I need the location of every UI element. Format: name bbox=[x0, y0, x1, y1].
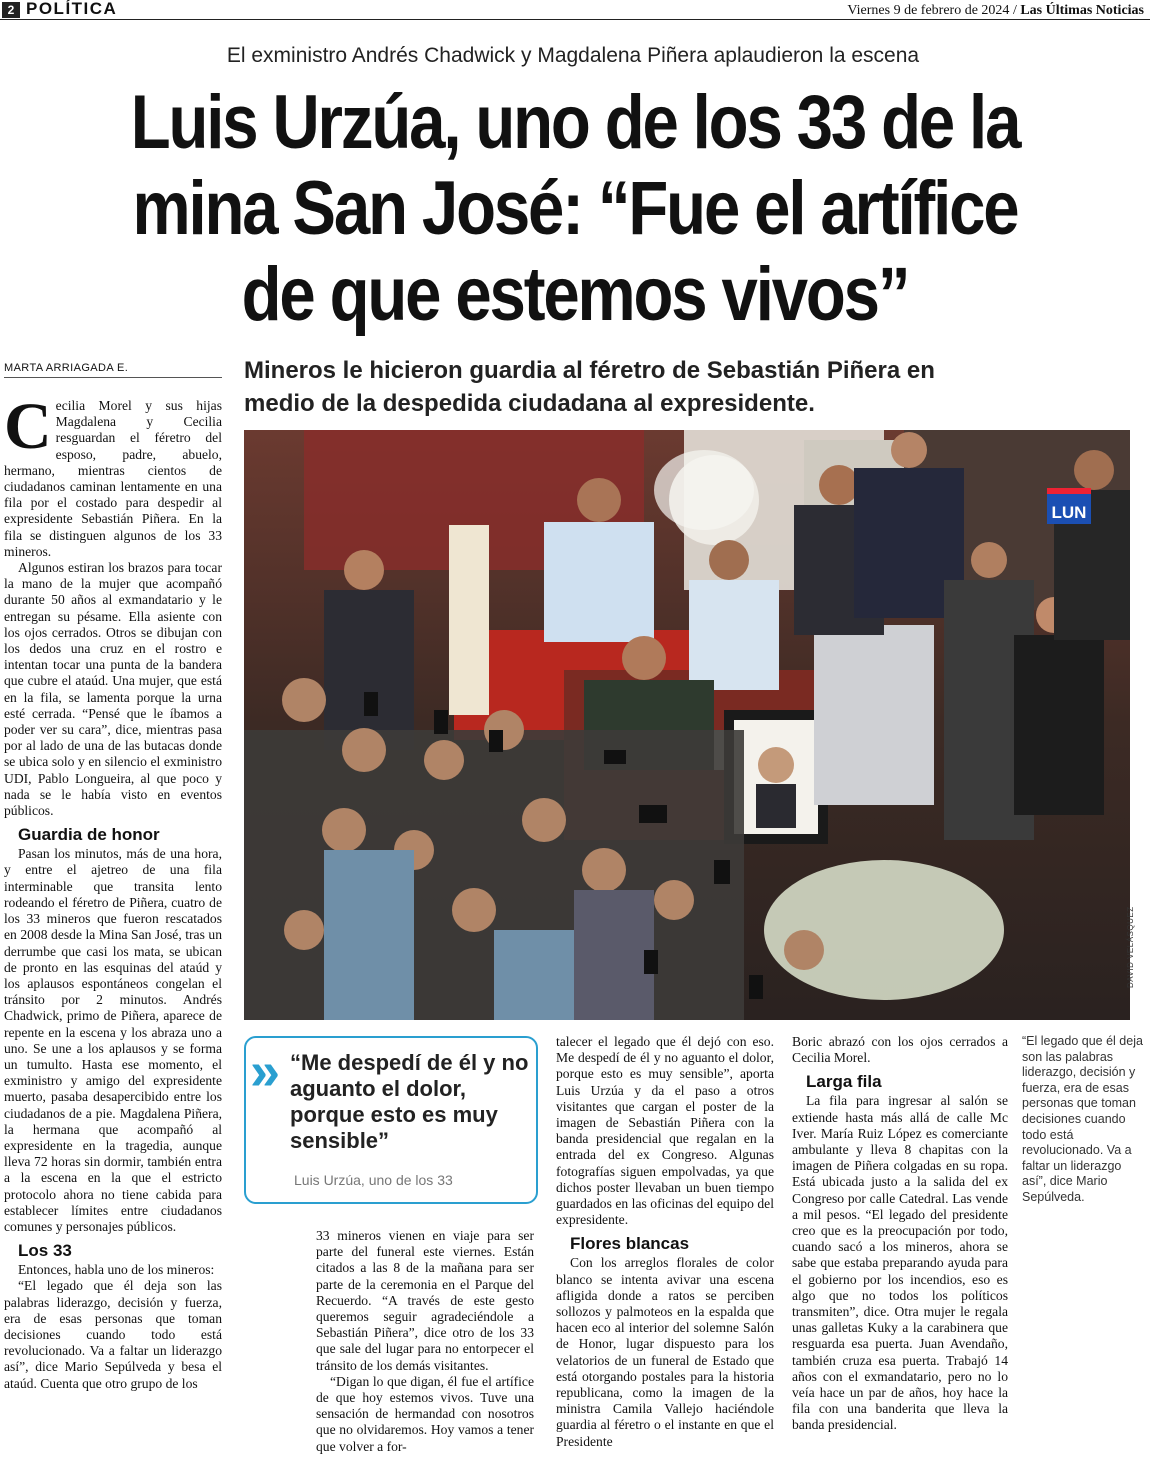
lun-logo: LUN bbox=[1047, 488, 1091, 524]
photo-illustration bbox=[244, 430, 1130, 1020]
quote-attribution: Luis Urzúa, uno de los 33 bbox=[294, 1172, 453, 1188]
dateline bbox=[847, 3, 1144, 19]
page-header bbox=[0, 0, 1150, 20]
paragraph: Pasan los minutos, más de una hora, y entre el ajetreo de una fila interminable que transita lento rodeando el féretro de Piñera, cuatro de los 33 mineros que fueron rescatados en 2008 desde la Mina San José, tras un derrumbe que casi los mata, se ubican de pronto en las esquinas del ataúd y los aplausos espontáneos congelan el tránsito por 2 minutos. Andrés Chadwick, primo de Piñera, aparece de repente en la escena y los abraza uno a uno. Se une a los aplausos y se forma un tumulto. Hasta ese momento, el exministro y amigo del expresidente muerto, pasaba desapercibido entre los ciudadanos de a pie. Magdalena Piñera, la hermana que acompañó al expresidente en la tragedia, aunque lleva 72 horas sin dormir, también entra a la escena en la que el estricto protocolo ahora no tiene cabida para establecer límites entre ciudadanos comunes y personajes públicos. bbox=[4, 846, 222, 1234]
paragraph: La fila para ingresar al salón se extiende hasta más allá de calle Mc Iver. María Ruiz López es comerciante ambulante y lleva 8 chapitas con la imagen de Piñera colgadas en su ropa. Está ubicada justo a la salida del ex Congreso por calle Catedral. Las vende a mil pesos. “El legado del presidente creo que es la preocupación por todo, cuando sacó a los mineros, ahora se sabe que estaba preparando ayuda para el gobierno por los incendios, eso es algo que no todos los políticos transmiten”, dice. Otra mujer le regala unas galletas Kuky a la carabinera que resguarda esa puerta. Juan Avendaño, también cruza esa puerta. Trabajó 14 años con el exmandatario, pero no lo veía hace un par de años, hoy hace la fila con una banderita que lleva la banda presidencial. bbox=[792, 1093, 1008, 1433]
drop-cap: C bbox=[4, 390, 52, 463]
subheading-los-33: Los 33 bbox=[18, 1241, 72, 1261]
paragraph bbox=[4, 390, 222, 560]
paragraph: Con los arreglos florales de color blanco se intenta avivar una escena afligida donde a ratos se perciben sollozos y palmoteos en la espalda que hacen eco al interior del solemne Salón de Honor, lugar dispuesto para los velatorios de un funeral de Estado que está otorgando postales para la historia republicana, como la imagen de la ministra Camila Vallejo haciéndole guardia al féretro o el instante en que el Presidente bbox=[556, 1255, 774, 1449]
photo-subhead: Mineros le hicieron guardia al féretro de Sebastián Piñera en medio de la despedida ciudadana al expresidente. bbox=[244, 357, 935, 417]
paragraph-text: ecilia Morel y sus hijas Magdalena y Cecilia resguardan el féretro del esposo, padre, abuelo, hermano, mientras cientos de ciudadanos caminan lentamente en una fila por el costado para despedir al expresidente Sebastián Piñera. En la fila se distinguen algunos de los 33 mineros. bbox=[4, 398, 222, 559]
paragraph: “El legado que él deja son las palabras liderazgo, decisión y fuerza, era de esas personas que toman decisiones cuando todo está revolucionado. Va a faltar un liderazgo así”, dice Mario Sepúlveda y besa el ataúd. Cuenta que otro grupo de los bbox=[4, 1278, 222, 1391]
subheading-flores: Flores blancas bbox=[570, 1234, 690, 1254]
byline: MARTA ARRIAGADA E. bbox=[4, 362, 222, 378]
paragraph: “Digan lo que digan, él fue el artífice de que hoy estemos vivos. Tuve una sensación de hermandad con nosotros que no olvidaremos. Hoy vamos a tener que volver a for- bbox=[316, 1373, 534, 1454]
photo-credit: DAVID VELÁSQUEZ bbox=[1126, 906, 1135, 988]
main-photo bbox=[244, 430, 1130, 1020]
article-column-3 bbox=[556, 1034, 774, 1450]
article-kicker: El exministro Andrés Chadwick y Magdalena Piñera aplaudieron la escena bbox=[226, 44, 920, 67]
newspaper-name: Las Últimas Noticias bbox=[1020, 3, 1144, 18]
article-column-1 bbox=[4, 390, 222, 1392]
section-title: POLÍTICA bbox=[26, 0, 118, 18]
paragraph: talecer el legado que él dejó con eso. Me despedí de él y no aguanto el dolor, porque esto es muy sensible”, aporta Luis Urzúa y da el paso a otros visitantes que cargan el poster de la imagen de Sebastián Piñera con la banda presidencial que regalan en la entrada del ex Congreso. Algunas fotografías siguen empolvadas, ya que dichos poster llevaban un buen tiempo guardados en las oficinas del equipo del expresidente. bbox=[556, 1034, 774, 1228]
paragraph: Boric abrazó con los ojos cerrados a Cecilia Morel. bbox=[792, 1034, 1008, 1066]
separator: / bbox=[1009, 3, 1021, 18]
page-number: 2 bbox=[2, 2, 20, 18]
pull-quote bbox=[244, 1036, 538, 1204]
article-column-4 bbox=[792, 1034, 1008, 1434]
quote-icon: » bbox=[250, 1041, 281, 1101]
paragraph: Entonces, habla uno de los mineros: bbox=[18, 1262, 215, 1278]
article-column-2 bbox=[316, 1228, 534, 1455]
article-headline: Luis Urzúa, uno de los 33 de la mina San José: “Fue el artífice de que estemos vivos” bbox=[130, 80, 1020, 337]
side-quote: “El legado que él deja son las palabras liderazgo, decisión y fuerza, era de esas personas que toman decisiones cuando todo está revolucionado. Va a faltar un liderazgo así”, dice Mario Sepúlveda. bbox=[1022, 1034, 1143, 1204]
quote-text: “Me despedí de él y no aguanto el dolor, porque esto es muy sensible” bbox=[290, 1050, 529, 1153]
subheading-guardia: Guardia de honor bbox=[18, 825, 160, 845]
subheading-larga-fila: Larga fila bbox=[806, 1072, 882, 1092]
paragraph: 33 mineros vienen en viaje para ser parte del funeral este viernes. Están citados a las 8 de la mañana para ser parte de la ceremonia en el Parque del Recuerdo. “A través de este gesto queremos seguir agradeciéndole a Sebastián Piñera”, dice otro de los 33 que sale del lugar para no entorpecer el tránsito de los demás visitantes. bbox=[316, 1228, 534, 1373]
paragraph: Algunos estiran los brazos para tocar la mano de la mujer que acompañó durante 50 años al exmandatario y le entregan su pésame. Ella asiente con los ojos cerrados. Otros se dibujan con los dedos una cruz en el rostro e intentan tocar una punta de la bandera que cubre el ataúd. Una mujer, que está en la fila, se lamenta porque la urna esté cerrada. “Pensé que le íbamos a poder ver su cara”, dice, mientras pasa por al lado de una de las butacas donde se ubica solo y en silencio el exministro UDI, Pablo Longueira, al que poco y nada se le había visto en eventos públicos. bbox=[4, 560, 222, 819]
date: Viernes 9 de febrero de 2024 bbox=[847, 3, 1010, 18]
